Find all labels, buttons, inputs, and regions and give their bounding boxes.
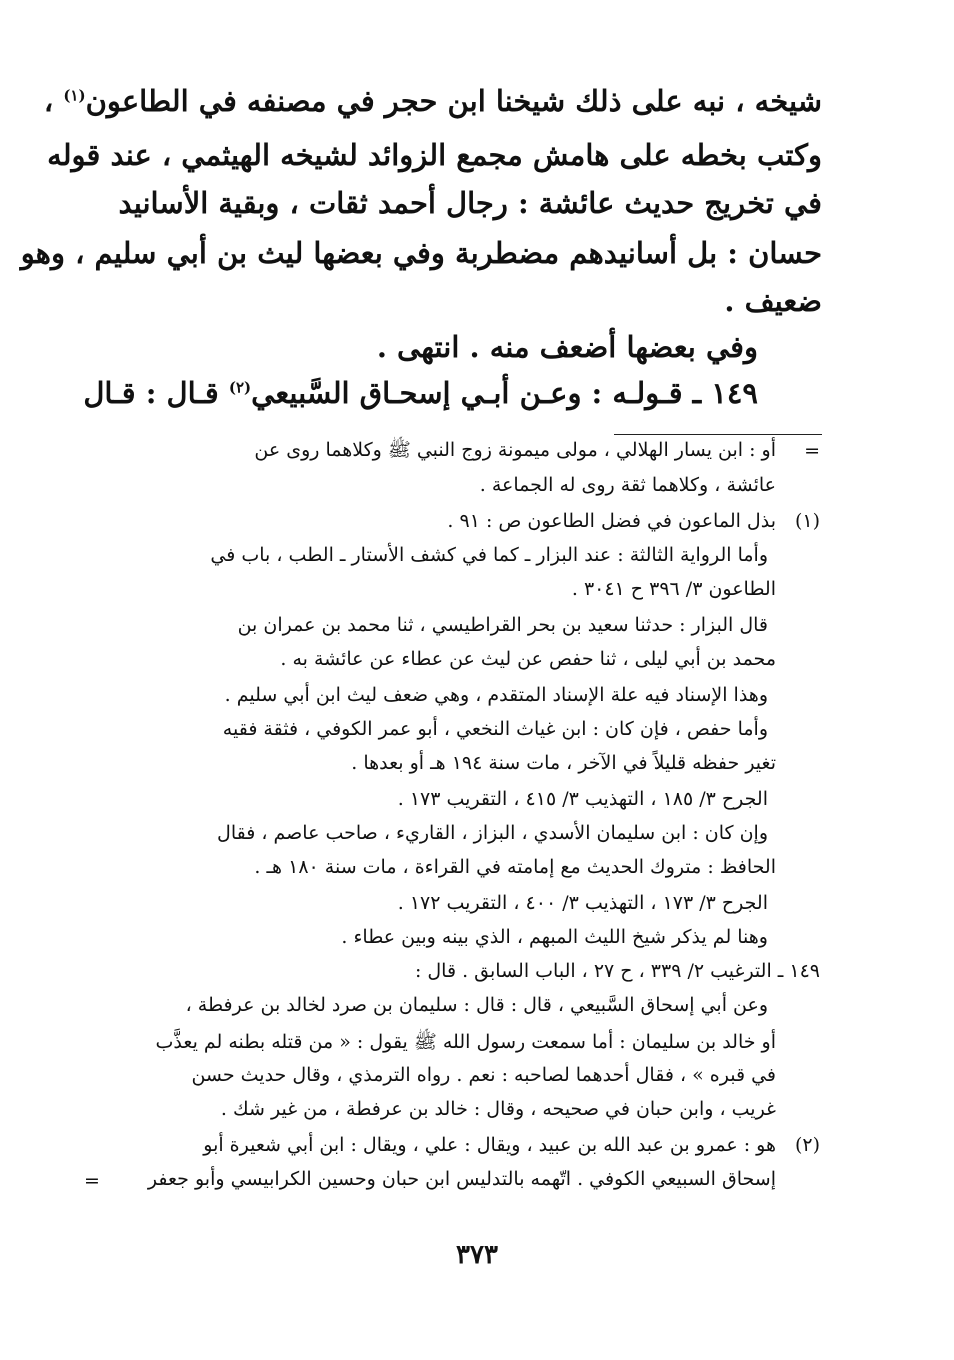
footnote-line: الجرح ٣/ ١٨٥ ، التهذيب ٣/ ٤١٥ ، التقريب ١٧٣ . xyxy=(397,788,768,810)
footnote-line: إسحاق السبيعي الكوفي . اتّهمه بالتدليس ابن حبان وحسين الكرابيسي وأبو جعفر xyxy=(147,1168,776,1190)
main-line-3: في تخريج حديث عائشة : رجال أحمد ثقات ، وبقية الأسانيد xyxy=(118,186,822,220)
footnote-number-1: (١) xyxy=(794,510,820,532)
text-segment: ، xyxy=(43,84,64,118)
footnote-line: وهنا لم يذكر شيخ الليث المبهم ، الذي بينه وبين عطاء . xyxy=(341,926,768,948)
main-line-6: وفي بعضها أضعف منه . انتهى . xyxy=(376,330,758,364)
footnote-line: غريب ، وابن حبان في صحيحه ، وقال : خالد بن عرفطة ، من غير شك . xyxy=(220,1098,776,1120)
footnote-line: وعن أبي إسحاق السَّبيعي ، قال : قال : سليمان بن صرد لخالد بن عرفطة ، xyxy=(185,994,768,1016)
main-line-4: حسان : بل أسانيدهم مضطربة وفي بعضها ليث بن أبي سليم ، وهو xyxy=(20,236,822,270)
page-number: ٣٧٣ xyxy=(456,1240,498,1270)
footnote-line: محمد بن أبي ليلى ، ثنا حفص عن ليث عن عطاء عن عائشة به . xyxy=(280,648,776,670)
footnote-line: هو : عمرو بن عبد الله بن عبيد ، ويقال : علي ، ويقال : ابن أبي شعيرة أبو xyxy=(203,1134,776,1156)
footnote-line: عائشة ، وكلاهما ثقة روى له الجماعة . xyxy=(479,474,776,496)
footnote-number-2: (٢) xyxy=(794,1134,820,1156)
continuation-mark: = xyxy=(84,1170,100,1192)
footnote-line: وأما حفص ، فإن كان : ابن غياث النخعي ، أبو عمر الكوفي ، فثقة فقيه xyxy=(222,718,768,740)
main-line-2: وكتب بخطه على هامش مجمع الزوائد لشيخه الهيثمي ، عند قوله xyxy=(47,138,822,172)
footnote-line: أو خالد بن سليمان : أما سمعت رسول الله ﷺ يقول : « من قتله بطنه لم يعذَّب xyxy=(155,1031,776,1053)
footnote-line: تغير حفظه قليلاً في الآخر ، مات سنة ١٩٤ هـ أو بعدها . xyxy=(351,752,776,774)
footnote-line: في قبره » ، فقال أحدهما لصاحبه : نعم . رواه الترمذي ، وقال حديث حسن xyxy=(191,1064,776,1086)
main-line-1 xyxy=(44,84,822,118)
main-line-7 xyxy=(83,376,758,410)
footnote-line: الطاعون ٣/ ٣٩٦ ح ٣٠٤١ . xyxy=(571,578,776,600)
footnote-line: بذل الماعون في فضل الطاعون ص : ٩١ . xyxy=(447,510,776,532)
text-segment: شيخه ، نبه على ذلك شيخنا ابن حجر في مصنفه في الطاعون xyxy=(85,84,822,118)
footnote-line: وأما الرواية الثالثة : عند البزار ـ كما في كشف الأستار ـ الطب ، باب في xyxy=(210,544,768,566)
footnote-separator xyxy=(614,434,822,435)
footnote-line: قال البزار : حدثنا سعيد بن بحر القراطيسي ، ثنا محمد بن عمران بن xyxy=(237,614,768,636)
footnote-ref-1: (١) xyxy=(63,86,86,105)
footnote-line: ١٤٩ ـ الترغيب ٢/ ٣٣٩ ، ح ٢٧ ، الباب السابق . قال : xyxy=(414,960,820,982)
text-segment: ١٤٩ ـ قـولـه : وعـن أبـي إسحـاق السَّبيعي xyxy=(251,376,758,410)
footnote-ref-2: (٢) xyxy=(228,378,252,397)
main-line-5: ضعيف . xyxy=(724,284,822,318)
footnote-line: وإن كان : ابن سليمان الأسدي ، البزاز ، القاريء ، صاحب عاصم ، فقال xyxy=(217,822,768,844)
footnote-line: الجرح ٣/ ١٧٣ ، التهذيب ٣/ ٤٠٠ ، التقريب ١٧٢ . xyxy=(397,892,768,914)
text-segment: قـال : قـال xyxy=(83,376,229,410)
footnote-line: الحافظ : متروك الحديث مع إمامته في القراءة ، مات سنة ١٨٠ هـ . xyxy=(254,856,776,878)
footnote-line: أو : ابن يسار الهلالي ، مولى ميمونة زوج النبي ﷺ وكلاهما روى عن xyxy=(254,439,776,461)
footnote-line: وهذا الإسناد فيه علة الإسناد المتقدم ، وهي ضعف ليث ابن أبي سليم . xyxy=(224,684,768,706)
continuation-mark: = xyxy=(804,440,820,462)
